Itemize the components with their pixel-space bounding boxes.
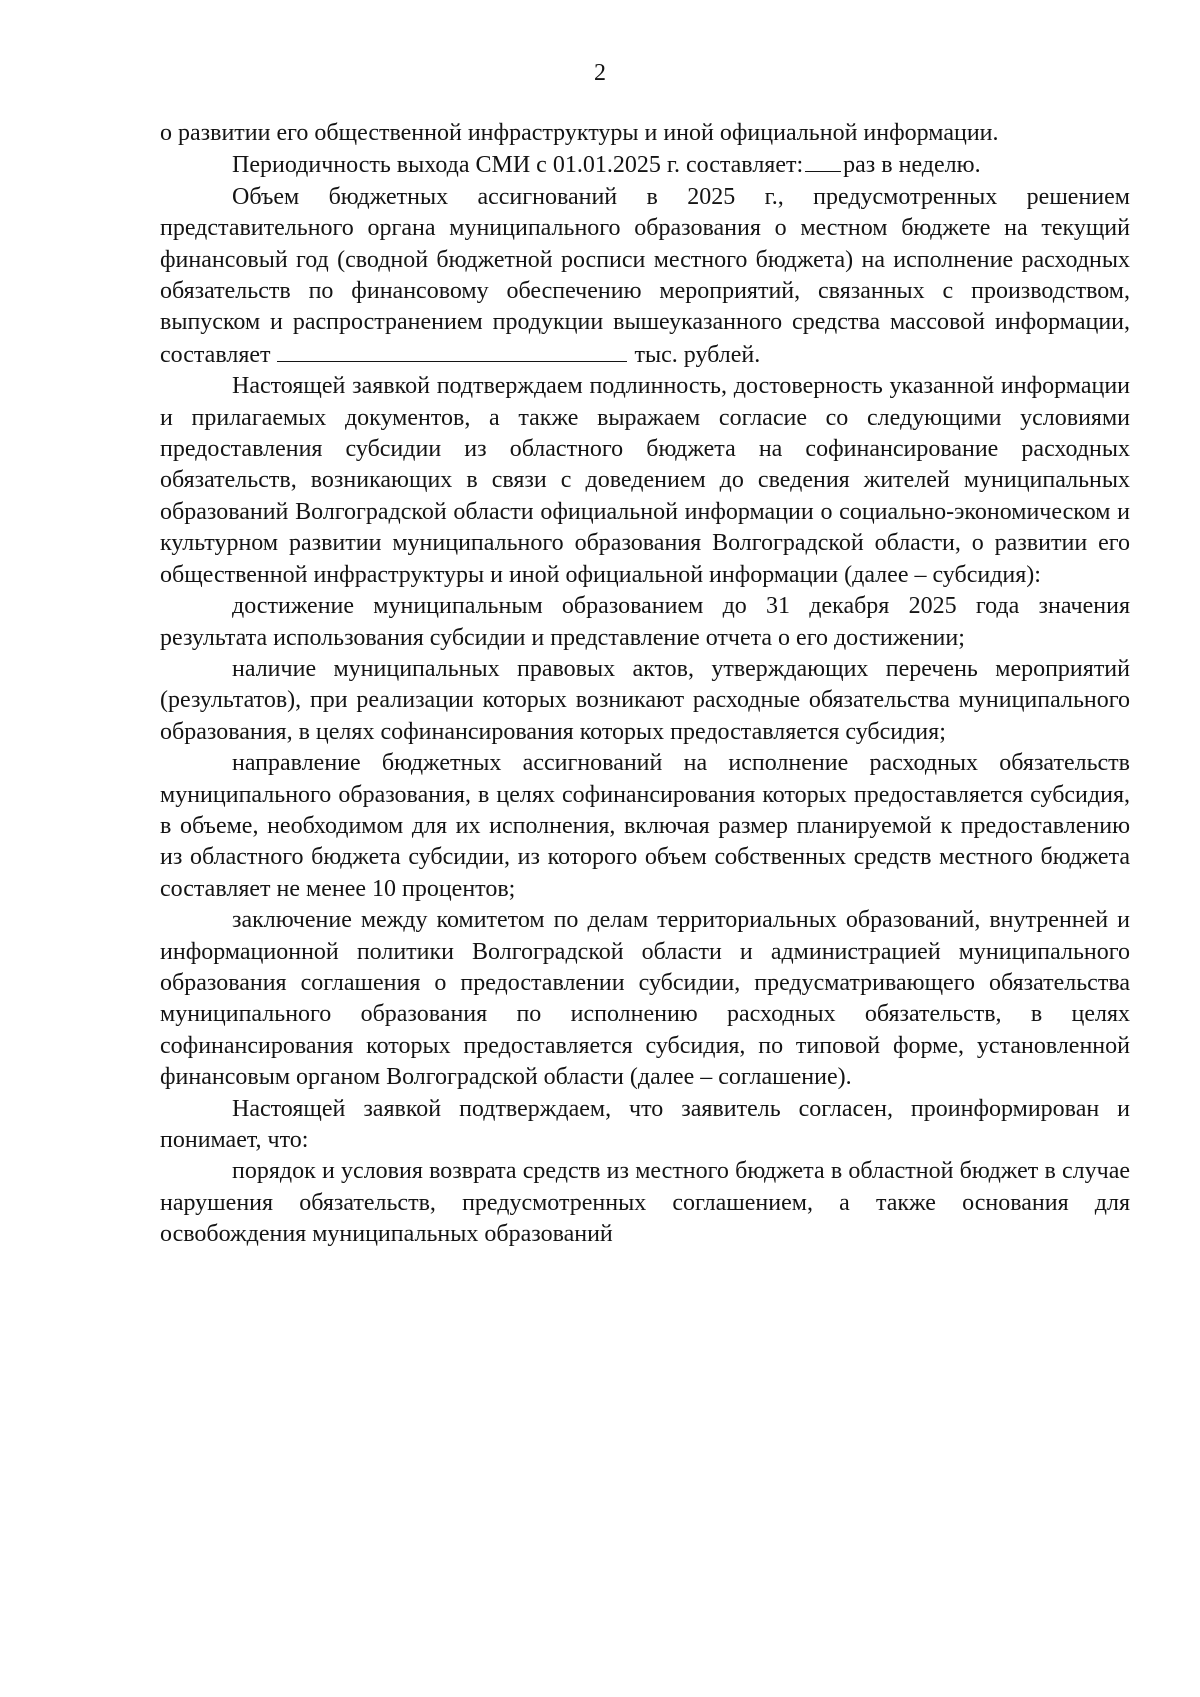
paragraph-return-procedure: порядок и условия возврата средств из местного бюджета в областной бюджет в случае нарушения обязательств, предусмотренных соглашением, а также основания для освобождения муниципальных образований — [160, 1158, 1130, 1248]
paragraph-condition-agreement: заключение между комитетом по делам территориальных образований, внутренней и информационной политики Волгоградской области и администрацией муниципального образования соглашения о предоставлении субсидии, предусматривающего обязательства муниципального образования по исполнению расходных обязательств, в целях софинансирования которых предоставляется субсидия, по типовой форме, установленной финансовым органом Волгоградской области (далее – соглашение). — [160, 907, 1130, 1091]
page-number: 2 — [594, 60, 606, 86]
periodicity-text: Периодичность выхода СМИ с 01.01.2025 г. составляет: — [232, 152, 804, 179]
paragraph-continuation: о развитии его общественной инфраструктуры и иной официальной информации. — [160, 120, 999, 146]
paragraph-budget-volume — [160, 182, 1130, 371]
budget-amount-unit: тыс. рублей. — [634, 341, 761, 368]
periodicity-blank-field — [805, 149, 841, 172]
budget-amount-blank-field — [277, 339, 627, 362]
document-body — [160, 118, 1130, 1251]
paragraph-confirmation: Настоящей заявкой подтверждаем подлинность, достоверность указанной информации и прилагаемых документов, а также выражаем согласие со следующими условиями предоставления субсидии из областного бюджета на софинансирование расходных обязательств, возникающих в связи с доведением до сведения жителей муниципальных образований Волгоградской области официальной информации о социально-экономическом и культурном развитии муниципального образования Волгоградской области, о развитии его общественной инфраструктуры и иной официальной информации (далее – субсидия): — [160, 373, 1130, 588]
paragraph-condition-legal-acts: наличие муниципальных правовых актов, утверждающих перечень мероприятий (результатов), при реализации которых возникают расходные обязательства муниципального образования, в целях софинансирования которых предоставляется субсидия; — [160, 655, 1130, 745]
paragraph-periodicity — [160, 149, 1130, 181]
paragraph-condition-result: достижение муниципальным образованием до 31 декабря 2025 года значения результата использования субсидии и представление отчета о его достижении; — [160, 593, 1130, 651]
periodicity-unit: раз в неделю. — [843, 152, 981, 179]
paragraph-applicant-consent: Настоящей заявкой подтверждаем, что заявитель согласен, проинформирован и понимает, что: — [160, 1095, 1130, 1153]
budget-volume-text: Объем бюджетных ассигнований в 2025 г., предусмотренных решением представительного органа муниципального образования о местном бюджете на текущий финансовый год (сводной бюджетной росписи местного бюджета) на исполнение расходных обязательств по финансовому обеспечению мероприятий, связанных с производством, выпуском и распространением продукции вышеуказанного средства массовой информации, составляет — [160, 183, 1130, 368]
paragraph-condition-budget: направление бюджетных ассигнований на исполнение расходных обязательств муниципального образования, в целях софинансирования которых предоставляется субсидия, в объеме, необходимом для их исполнения, включая размер планируемой к предоставлению из областного бюджета субсидии, из которого объем собственных средств местного бюджета составляет не менее 10 процентов; — [160, 750, 1130, 902]
